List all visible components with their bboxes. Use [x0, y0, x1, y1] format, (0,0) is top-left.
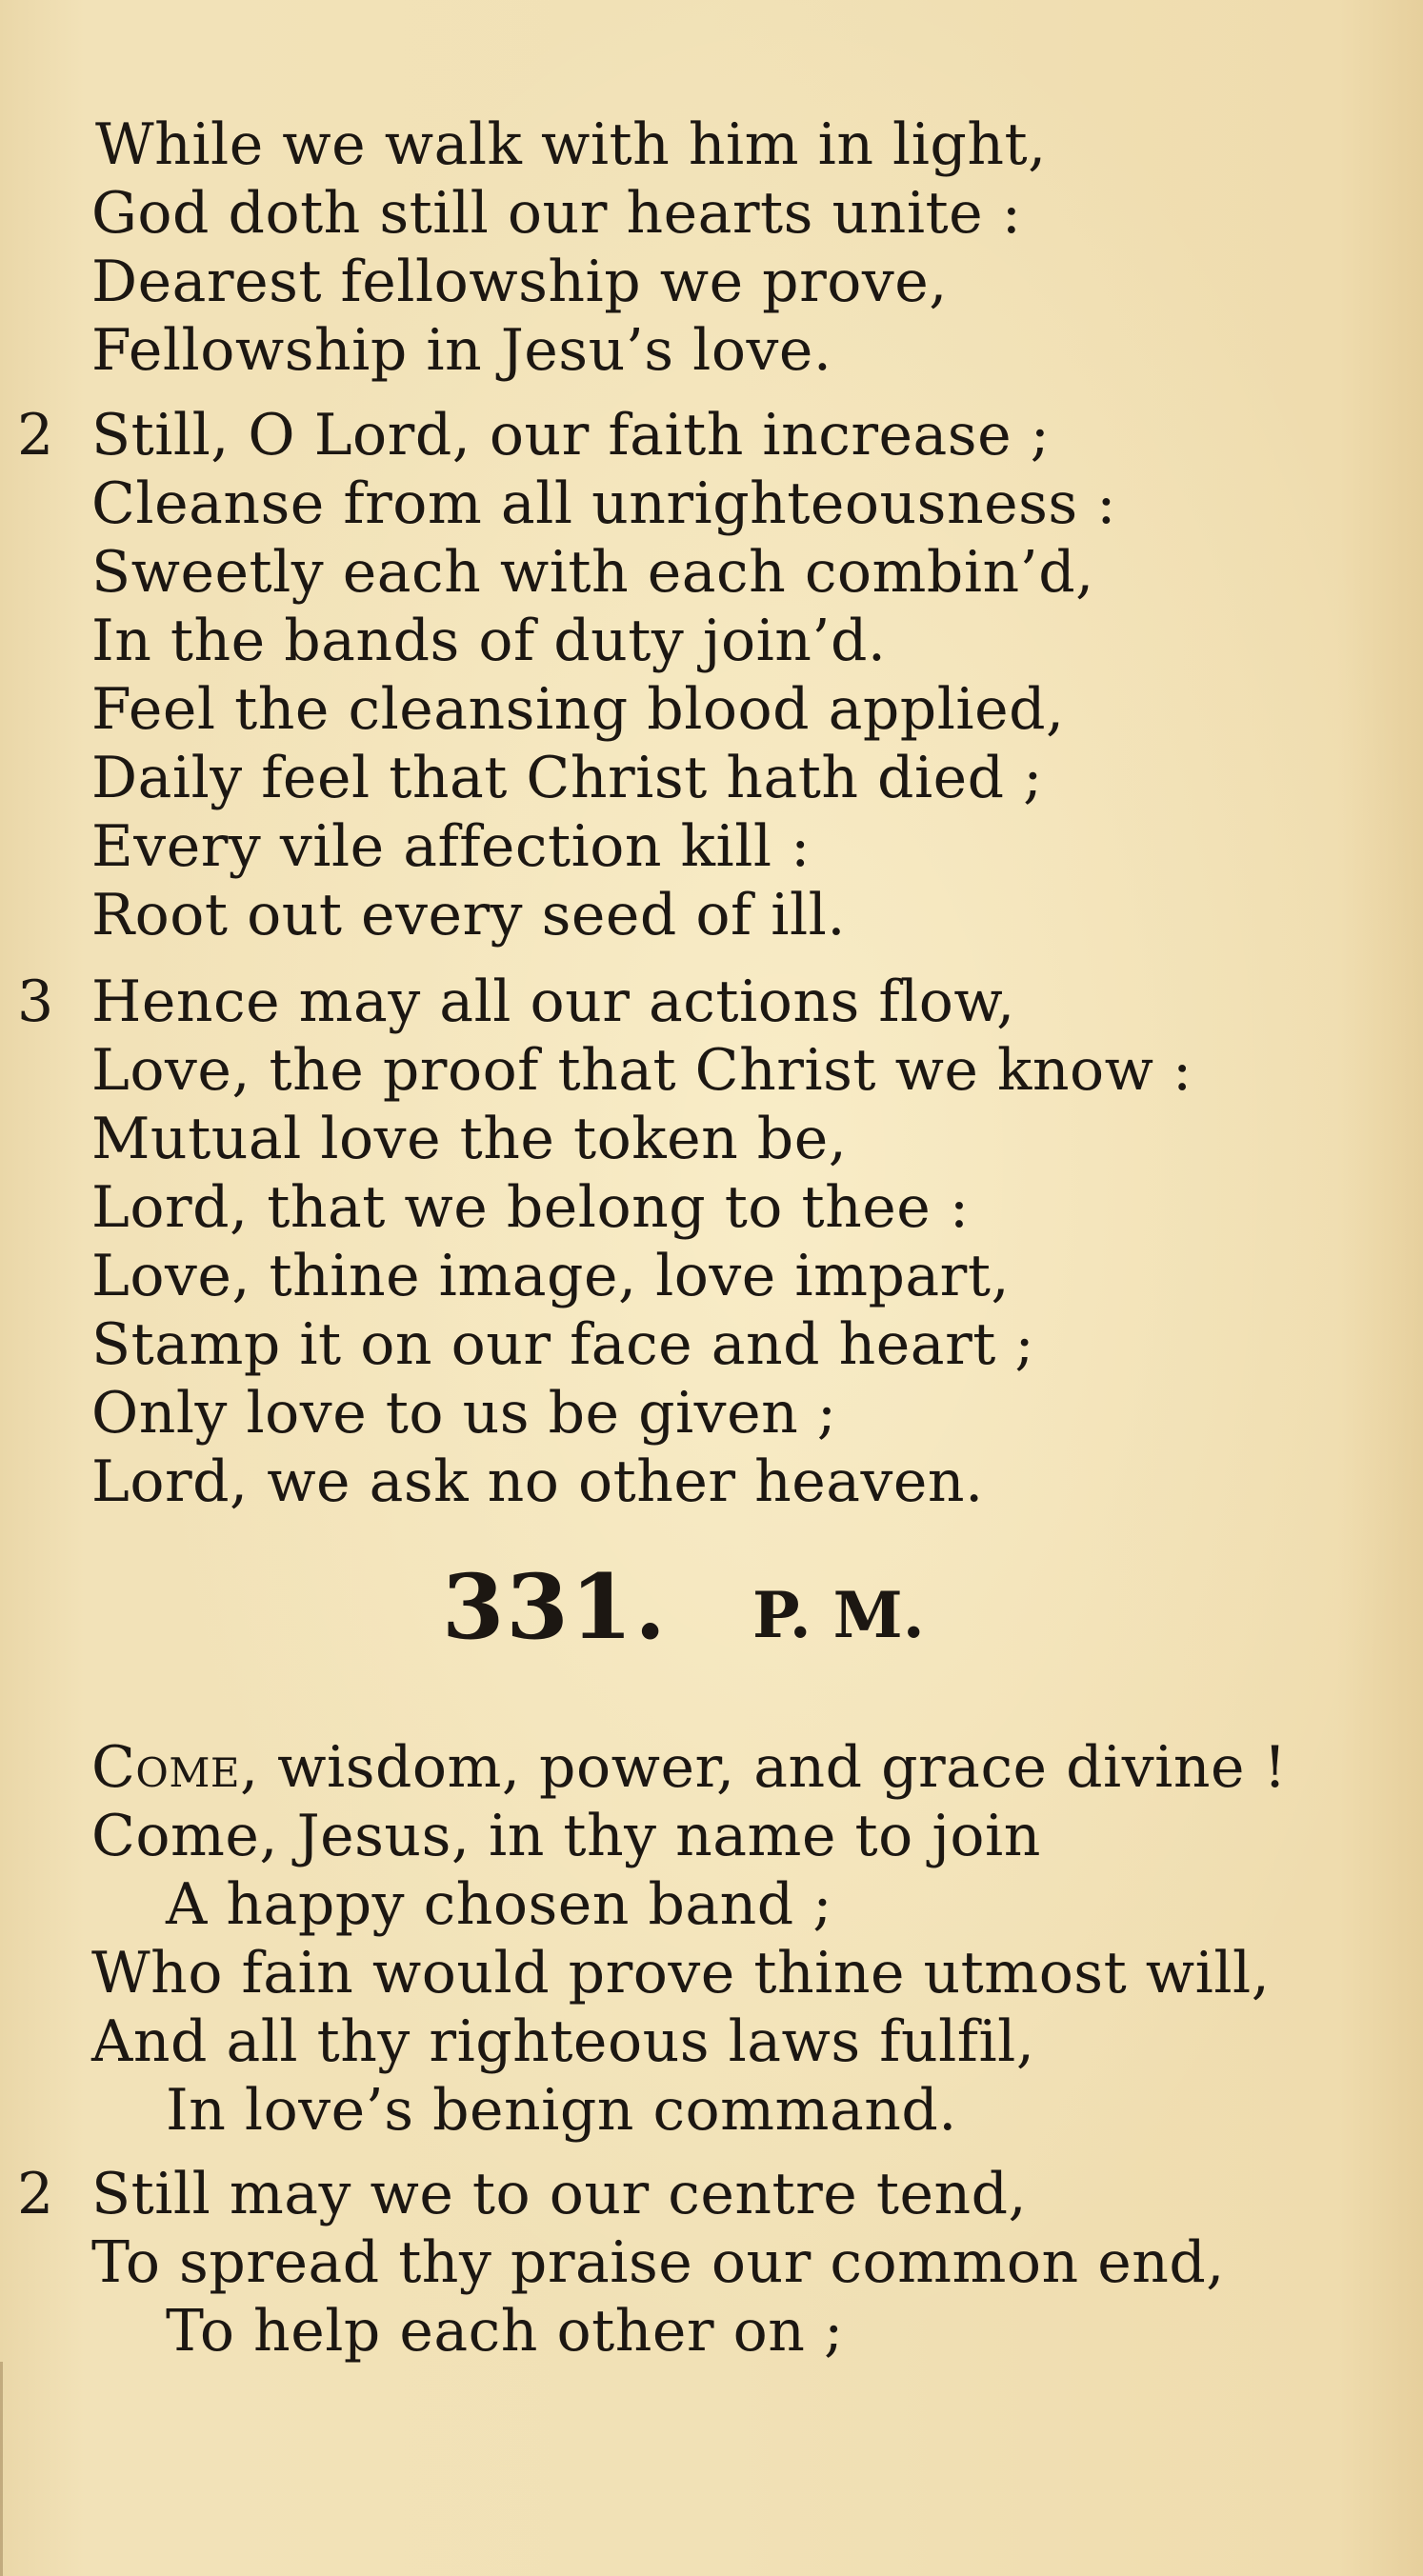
- verse-number: 2: [17, 402, 54, 469]
- verse-line: Hence may all our actions flow,: [91, 968, 1015, 1035]
- verse-line: Love, thine image, love impart,: [91, 1243, 1011, 1309]
- verse-line: While we walk with him in light,: [95, 111, 1047, 178]
- hymn-heading: [0, 1555, 1423, 1660]
- verse-line: [91, 1733, 1287, 1802]
- hymn-meter: P. M.: [752, 1578, 925, 1652]
- first-word: Come,: [91, 1734, 259, 1801]
- verse-line: In the bands of duty join’d.: [91, 608, 887, 674]
- verse-line: Fellowship in Jesu’s love.: [91, 317, 832, 384]
- verse-line: Cleanse from all unrighteousness :: [91, 470, 1116, 537]
- verse-number: 3: [17, 968, 54, 1035]
- verse-line: Sweetly each with each combin’d,: [91, 539, 1094, 606]
- page-edge-mark: [0, 2362, 39, 2576]
- verse-line: Mutual love the token be,: [91, 1106, 848, 1172]
- verse-line: Daily feel that Christ hath died ;: [91, 745, 1043, 811]
- verse-line: And all thy righteous laws fulfil,: [91, 2008, 1035, 2075]
- verse-number: 2: [17, 2161, 54, 2227]
- verse-line: Feel the cleansing blood applied,: [91, 676, 1065, 743]
- verse-line: Love, the proof that Christ we know :: [91, 1037, 1193, 1104]
- hymn-number: 331.: [442, 1555, 668, 1660]
- first-line-rest: wisdom, power, and grace divine !: [258, 1734, 1288, 1801]
- verse-line: Still, O Lord, our faith increase ;: [91, 402, 1051, 469]
- verse-line-indented: In love’s benign command.: [166, 2077, 957, 2144]
- verse-line: Lord, that we belong to thee :: [91, 1174, 970, 1241]
- verse-line: Only love to us be given ;: [91, 1380, 837, 1447]
- verse-line: Every vile affection kill :: [91, 813, 811, 880]
- verse-line-indented: To help each other on ;: [166, 2298, 844, 2365]
- verse-line: Stamp it on our face and heart ;: [91, 1311, 1035, 1378]
- verse-line: Still may we to our centre tend,: [91, 2161, 1028, 2227]
- verse-line: To spread thy praise our common end,: [91, 2229, 1225, 2296]
- verse-line: God doth still our hearts unite :: [91, 180, 1022, 247]
- verse-line: Root out every seed of ill.: [91, 882, 846, 949]
- verse-line: Lord, we ask no other heaven.: [91, 1448, 984, 1515]
- verse-line: Who fain would prove thine utmost will,: [91, 1940, 1271, 2007]
- verse-line: Dearest fellowship we prove,: [91, 249, 948, 315]
- verse-line: Come, Jesus, in thy name to join: [91, 1803, 1041, 1869]
- verse-line-indented: A happy chosen band ;: [166, 1871, 833, 1938]
